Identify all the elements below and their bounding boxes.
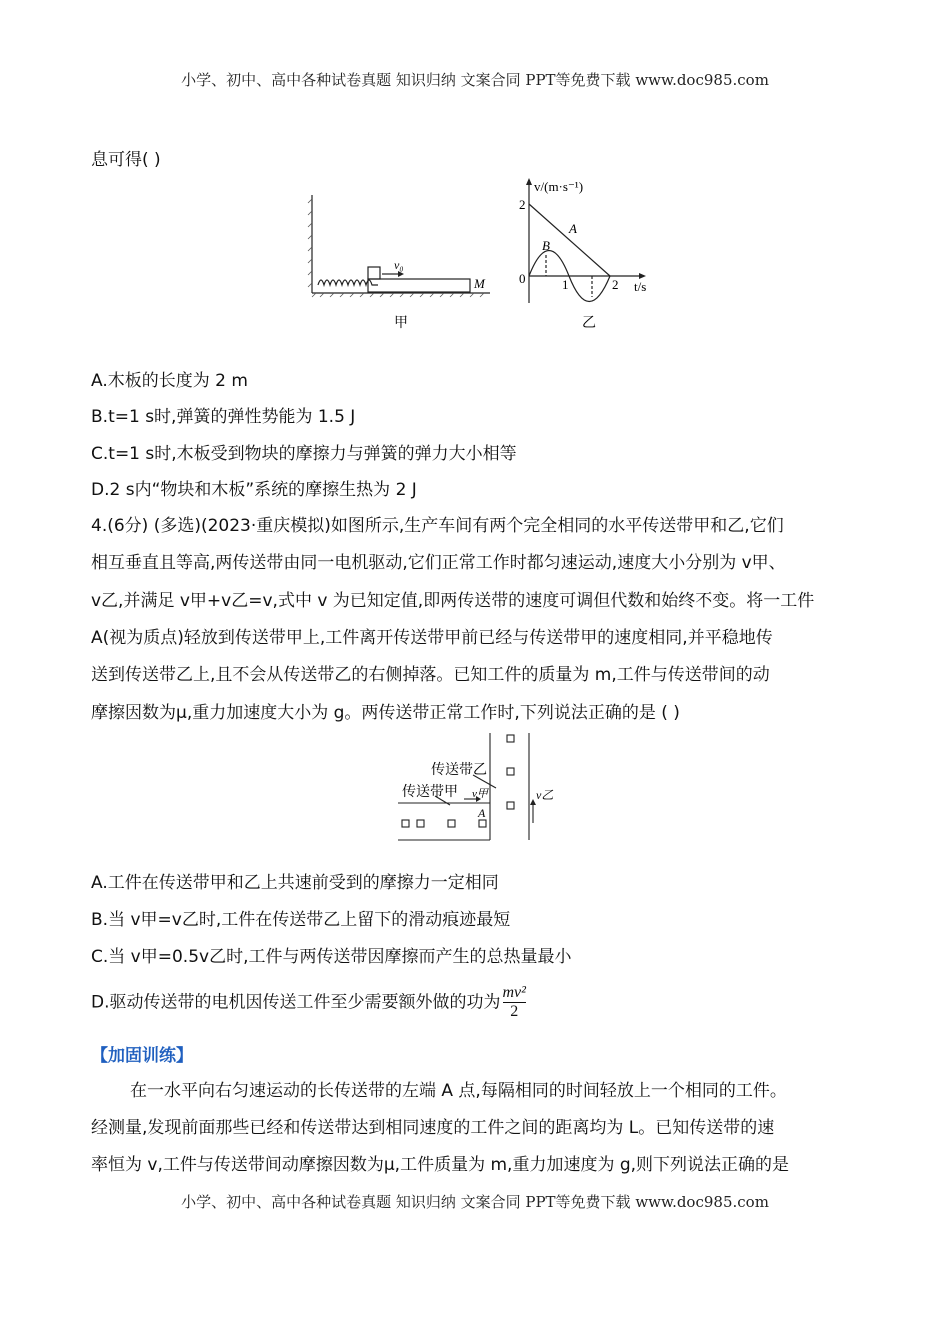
page-header: 小学、初中、高中各种试卷真题 知识归纳 文案合同 PPT等免费下载 www.doc985.com	[181, 71, 769, 89]
fraction-numerator: mv²	[502, 984, 526, 1001]
question-4-line: v乙,并满足 v甲+v乙=v,式中 v 为已知定值,即两传送带的速度可调但代数和始终不变。将一工件	[91, 591, 815, 611]
option-a: A.木板的长度为 2 m	[91, 371, 248, 391]
x-tick-1: 1	[562, 277, 569, 292]
point-a-label: A	[478, 806, 486, 820]
question-4-line: 相互垂直且等高,两传送带由同一电机驱动,它们正常工作时都匀速运动,速度大小分别为 v甲、	[91, 553, 786, 573]
fraction	[503, 984, 526, 1021]
option-a: A.工件在传送带甲和乙上共速前受到的摩擦力一定相同	[91, 873, 499, 893]
question-4-line: 摩擦因数为μ,重力加速度大小为 g。两传送带正常工作时,下列说法正确的是 ( )	[91, 703, 680, 723]
v0-label: v₀	[394, 258, 404, 272]
belt-yi-label: 传送带乙	[431, 763, 487, 778]
belt-jia-label: 传送带甲	[402, 785, 458, 800]
y-axis-label: v/(m·s⁻¹)	[534, 179, 584, 194]
option-b: B.当 v甲=v乙时,工件在传送带乙上留下的滑动痕迹最短	[91, 910, 511, 930]
extra-line: 率恒为 v,工件与传送带间动摩擦因数为μ,工件质量为 m,重力加速度为 g,则下列说法正确的是	[91, 1155, 790, 1175]
question-4-line: 送到传送带乙上,且不会从传送带乙的右侧掉落。已知工件的质量为 m,工件与传送带间的动	[91, 665, 770, 685]
x-axis-label: t/s	[634, 279, 647, 294]
figure-jia-caption: 甲	[394, 316, 408, 331]
question-4-line: A(视为质点)轻放到传送带甲上,工件离开传送带甲前已经与传送带甲的速度相同,并平稳地传	[91, 628, 773, 648]
figure-yi-caption: 乙	[582, 316, 596, 331]
extra-line: 在一水平向右匀速运动的长传送带的左端 A 点,每隔相同的时间轻放上一个相同的工件。	[130, 1081, 787, 1101]
figure-spring-board-and-vt-graph	[290, 175, 660, 335]
v-jia-label: v甲	[472, 788, 488, 800]
option-d	[91, 984, 526, 1021]
curve-b-label: B	[542, 238, 550, 253]
question-tail: 息可得( )	[91, 150, 161, 170]
page-footer: 小学、初中、高中各种试卷真题 知识归纳 文案合同 PPT等免费下载 www.doc985.com	[181, 1193, 769, 1211]
section-title: 【加固训练】	[91, 1046, 193, 1066]
v-yi-label: v乙	[536, 788, 554, 802]
y-tick-2: 2	[519, 197, 526, 212]
fraction-denominator: 2	[510, 1003, 519, 1020]
option-b: B.t=1 s时,弹簧的弹性势能为 1.5 J	[91, 407, 356, 427]
origin-label: 0	[519, 271, 526, 286]
option-d: D.2 s内“物块和木板”系统的摩擦生热为 2 J	[91, 480, 417, 500]
option-c: C.当 v甲=0.5v乙时,工件与两传送带因摩擦而产生的总热量最小	[91, 947, 572, 967]
x-tick-2: 2	[612, 277, 619, 292]
line-a-label: A	[569, 221, 577, 236]
option-c: C.t=1 s时,木板受到物块的摩擦力与弹簧的弹力大小相等	[91, 444, 517, 464]
option-d-text: D.驱动传送带的电机因传送工件至少需要额外做的功为	[91, 992, 501, 1013]
question-4-line: 4.(6分) (多选)(2023·重庆模拟)如图所示,生产车间有两个完全相同的水平传送带甲和乙,它们	[91, 516, 784, 536]
mass-label: M	[474, 276, 485, 291]
figure-conveyor-belts	[390, 725, 570, 850]
extra-line: 经测量,发现前面那些已经和传送带达到相同速度的工件之间的距离均为 L。已知传送带的速	[91, 1118, 775, 1138]
